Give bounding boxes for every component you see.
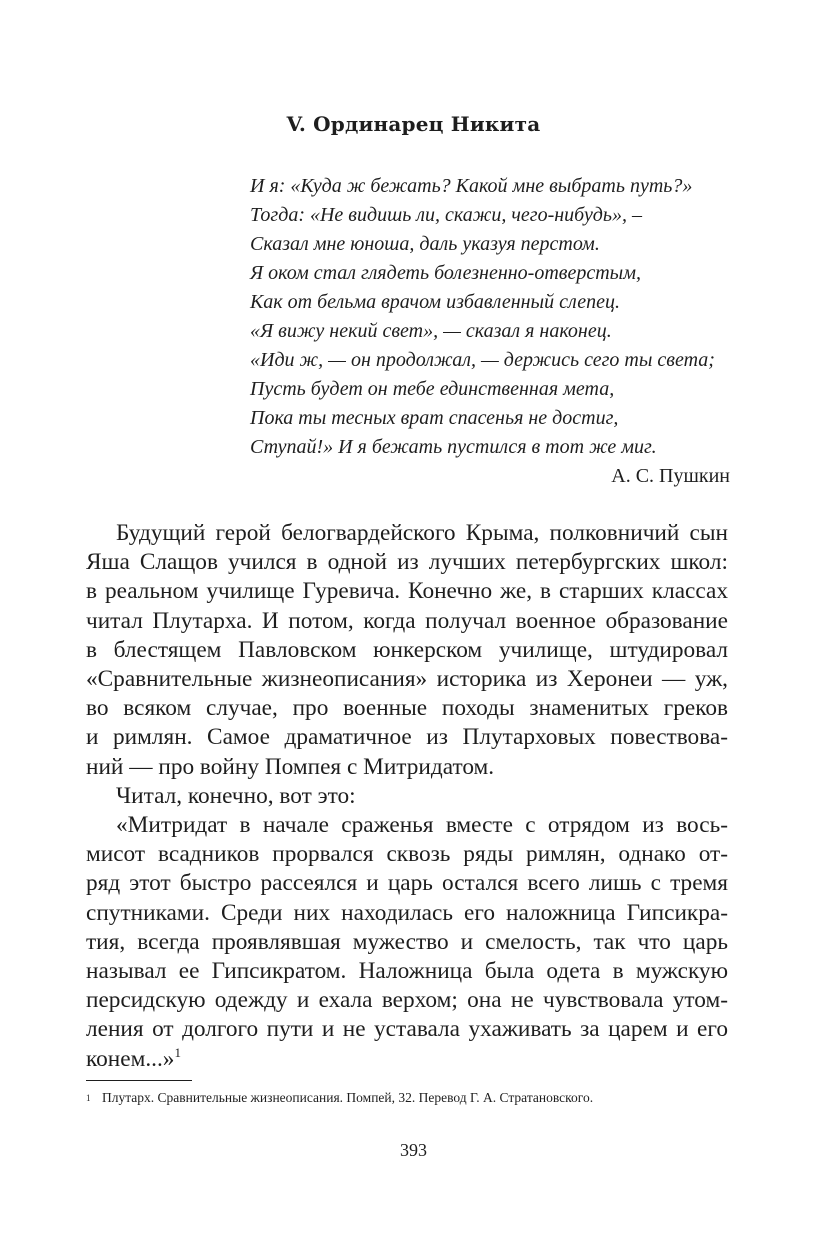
body-line: и римлян. Самое драматичное из Плутарховых повествова- [86,724,728,751]
body-line: в реальном училище Гуревича. Конечно же, в старших классах [86,578,728,605]
epigraph-line: Пока ты тесных врат спасенья не достиг, [250,407,619,429]
epigraph-line: Тогда: «Не видишь ли, скажи, чего-нибудь», – [250,204,642,226]
body-line: ления от долгого пути и не уставала ухаживать за царем и его [86,1016,728,1043]
body-line-text: конем...» [86,1045,175,1072]
epigraph [250,172,730,491]
footnote-divider [86,1080,192,1081]
footnote-marker: 1 [86,1093,91,1103]
body-line: спутниками. Среди них находилась его наложница Гипсикра- [86,899,728,926]
epigraph-author: А. С. Пушкин [611,465,730,487]
epigraph-line: Ступай!» И я бежать пустился в тот же миг. [250,436,657,458]
chapter-title: V. Ординарец Никита [286,112,541,136]
body-line: персидскую одежду и ехала верхом; она не чувствовала утом- [86,987,728,1014]
body-line: называл ее Гипсикратом. Наложница была одета в мужскую [86,958,728,985]
body-line: Читал, конечно, вот это: [116,782,356,809]
body-line: «Сравнительные жизнеописания» историка из Херонеи — уж, [86,666,728,693]
page-number: 393 [400,1140,427,1160]
body-line: «Митридат в начале сраженья вместе с отрядом из вось- [116,812,728,839]
epigraph-line: Пусть будет он тебе единственная мета, [250,378,615,400]
body-line: Будущий герой белогвардейского Крыма, полковничий сын [116,520,728,546]
footnote-reference[interactable]: 1 [174,1044,181,1060]
body-line: читал Плутарха. И потом, когда получал военное образование [86,607,728,634]
epigraph-line: Сказал мне юноша, даль указуя перстом. [250,233,600,255]
body-text [86,519,728,1074]
body-line: мисот всадников прорвался сквозь ряды римлян, однако от- [86,841,728,868]
epigraph-line: «Я вижу некий свет», — сказал я наконец. [250,320,612,342]
body-line: ний — про войну Помпея с Митридатом. [86,753,495,780]
body-line: ряд этот быстро рассеялся и царь остался всего лишь с тремя [86,870,728,897]
body-line-final [86,1045,728,1074]
epigraph-line: «Иди ж, — он продолжал, — держись сего ты света; [250,349,715,371]
footnote-text: Плутарх. Сравнительные жизнеописания. Помпей, 32. Перевод Г. А. Стратановского. [102,1090,594,1105]
body-line: в блестящем Павловском юнкерском училище, штудировал [86,636,728,663]
body-line: во всяком случае, про военные походы знаменитых греков [86,695,728,722]
body-line: тия, всегда проявлявшая мужество и смелость, так что царь [86,928,728,955]
epigraph-line: И я: «Куда ж бежать? Какой мне выбрать путь?» [250,175,693,197]
footnote [86,1089,736,1107]
epigraph-line: Как от бельма врачом избавленный слепец. [250,291,620,313]
body-line: Яша Слащов учился в одной из лучших петербургских школ: [86,549,728,576]
epigraph-line: Я оком стал глядеть болезненно-отверстым, [250,262,641,284]
